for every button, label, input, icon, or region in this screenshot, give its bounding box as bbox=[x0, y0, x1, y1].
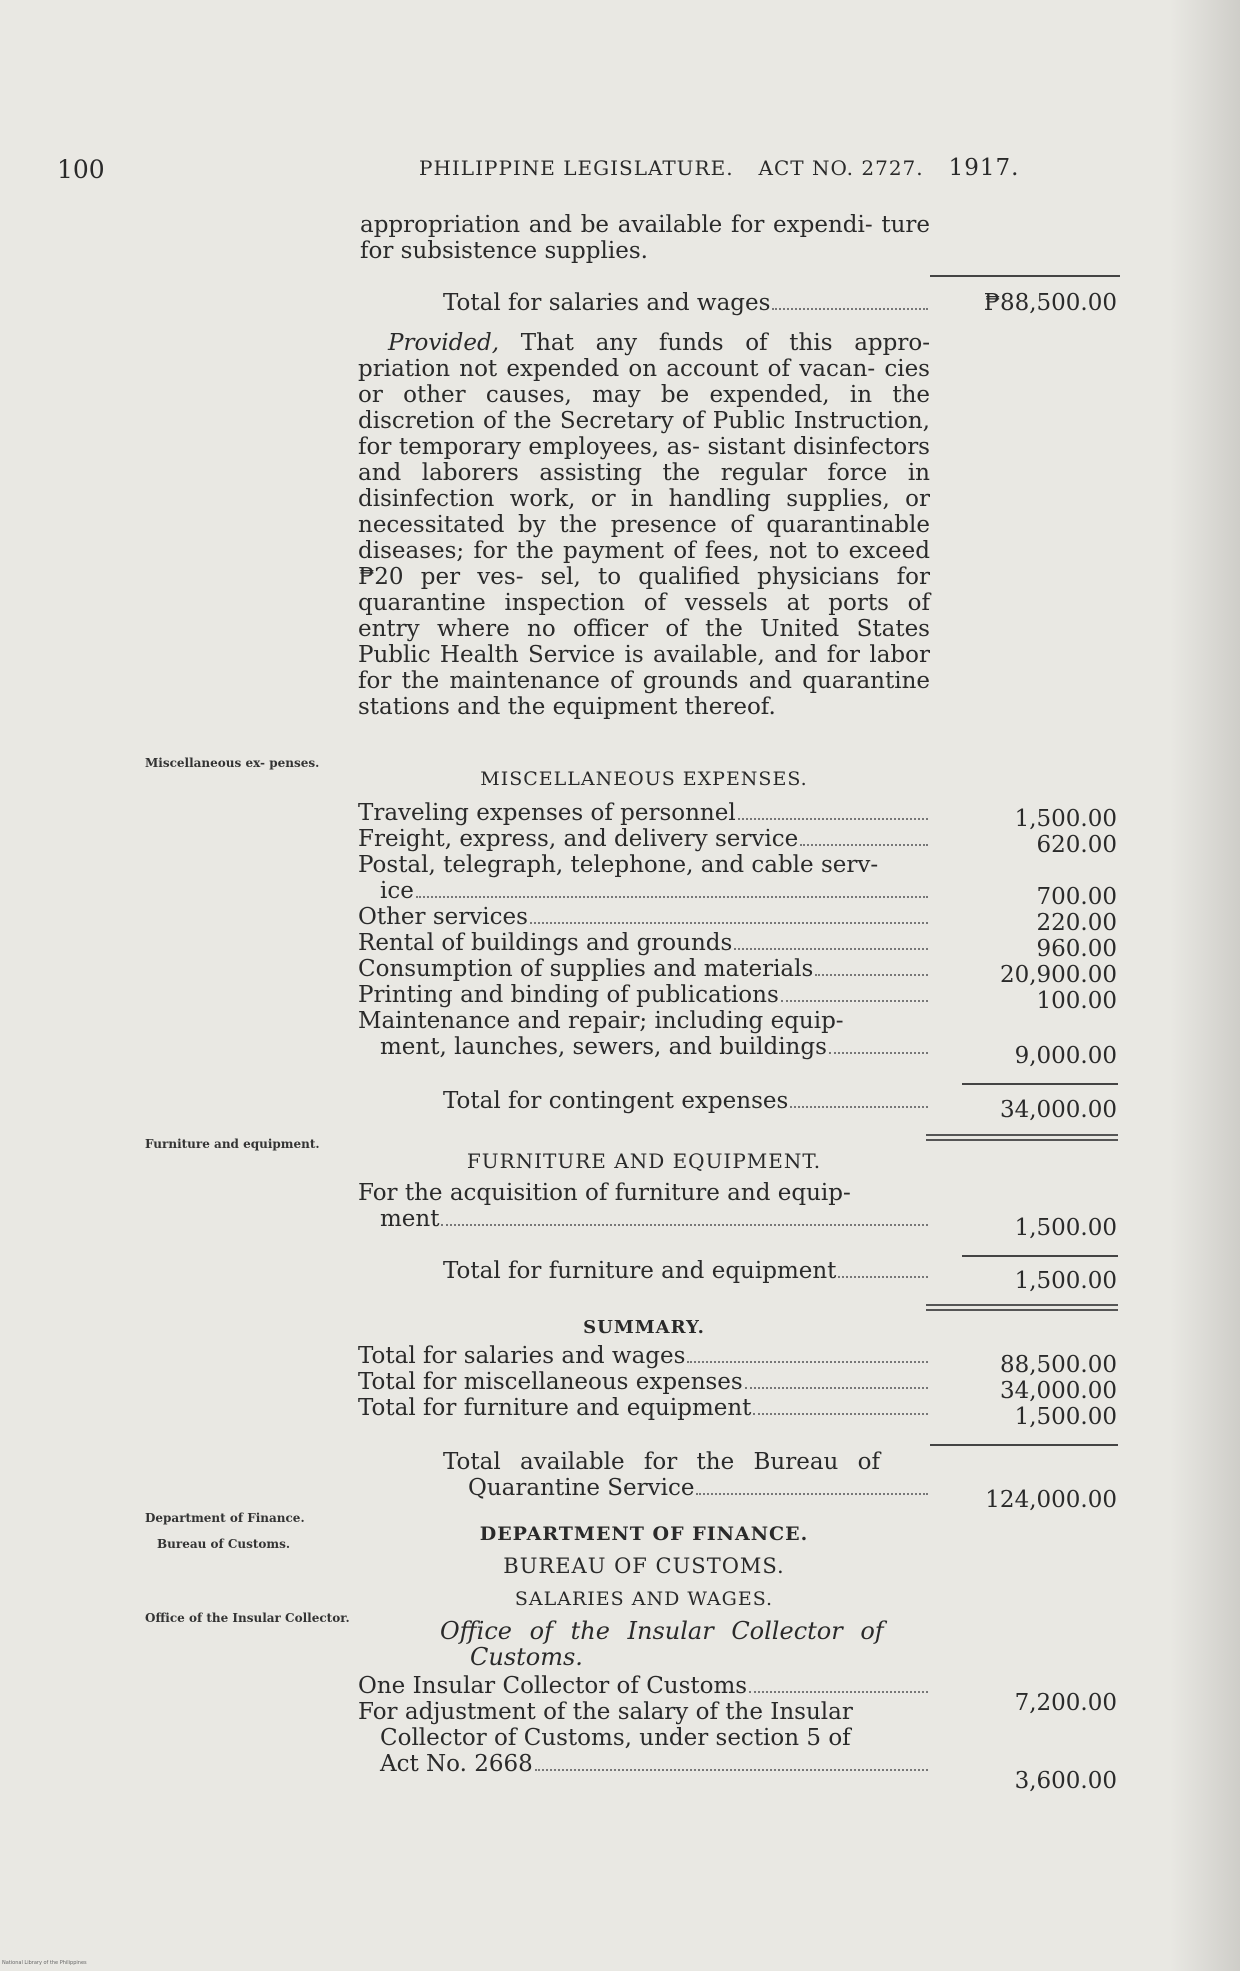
misc-total-row bbox=[443, 1088, 930, 1114]
leader-dots bbox=[772, 290, 928, 310]
misc-item-continuation bbox=[380, 1034, 930, 1060]
finance-item-amount: 3,600.00 bbox=[1014, 1768, 1117, 1794]
leader-dots bbox=[790, 1088, 928, 1108]
misc-item bbox=[358, 852, 930, 878]
page-edge-shadow bbox=[1170, 0, 1240, 1971]
misc-total-label: Total for contingent expenses bbox=[443, 1088, 789, 1114]
office-heading-continuation: Customs. bbox=[470, 1643, 583, 1671]
furniture-item-label: ment bbox=[380, 1206, 440, 1232]
leader-dots bbox=[687, 1343, 928, 1363]
leader-dots bbox=[535, 1751, 928, 1771]
leader-dots bbox=[738, 800, 928, 820]
furniture-item-continuation bbox=[380, 1206, 930, 1232]
leader-dots bbox=[753, 1395, 928, 1415]
customs-heading: BUREAU OF CUSTOMS. bbox=[503, 1554, 785, 1578]
misc-item bbox=[358, 930, 930, 956]
leader-dots bbox=[745, 1369, 928, 1389]
finance-item bbox=[358, 1699, 930, 1725]
furniture-total-row bbox=[443, 1258, 930, 1284]
header-act: ACT NO. 2727. bbox=[758, 156, 924, 180]
finance-item-label: Collector of Customs, under section 5 of bbox=[380, 1725, 851, 1751]
misc-heading: MISCELLANEOUS EXPENSES. bbox=[480, 768, 808, 790]
summary-total-continuation bbox=[468, 1475, 930, 1501]
misc-item-label: Freight, express, and delivery service bbox=[358, 826, 799, 852]
margin-note-furniture: Furniture and equipment. bbox=[145, 1137, 320, 1151]
misc-item-label: Printing and binding of publications bbox=[358, 982, 779, 1008]
misc-item-amount: 20,900.00 bbox=[999, 962, 1117, 988]
proviso-text: That any funds of this appro- priation not expended on account of vacan- cies or other causes, may be expended, in the discretion of the Secretary of Public Instruction, for temporary employees, as- sistant disinfectors and laborers assisting the regular force in disinfection work, or in handling supplies, or necessitated by the presence of quarantinable diseases; for the payment of fees, not to exceed ₱20 per ves- sel, to qualified physicians for quarantine inspection of vessels at ports of entry where no officer of the United States Public Health Service is available, and for labor for the maintenance of grounds and quarantine stations and the equipment thereof. bbox=[358, 330, 930, 720]
header-legislature: PHILIPPINE LEGISLATURE. bbox=[419, 156, 734, 180]
leader-dots bbox=[829, 1034, 928, 1054]
margin-note-finance: Department of Finance. bbox=[145, 1511, 305, 1525]
double-rule bbox=[926, 1304, 1118, 1311]
misc-item-amount: 220.00 bbox=[1036, 910, 1117, 936]
misc-item bbox=[358, 956, 930, 982]
misc-item bbox=[358, 826, 930, 852]
finance-item-continuation bbox=[380, 1751, 930, 1777]
misc-item-amount: 100.00 bbox=[1036, 988, 1117, 1014]
misc-item-label: Rental of buildings and grounds bbox=[358, 930, 733, 956]
page-number: 100 bbox=[57, 155, 105, 184]
furniture-total-amount: 1,500.00 bbox=[1014, 1268, 1117, 1294]
running-header bbox=[419, 155, 1019, 181]
summary-heading: SUMMARY. bbox=[583, 1317, 705, 1338]
leader-dots bbox=[815, 956, 928, 976]
summary-item-label: Total for miscellaneous expenses bbox=[358, 1369, 743, 1395]
summary-item-label: Total for salaries and wages bbox=[358, 1343, 686, 1369]
misc-total-amount: 34,000.00 bbox=[999, 1097, 1117, 1123]
finance-item-amount: 7,200.00 bbox=[1014, 1690, 1117, 1716]
leader-dots bbox=[441, 1206, 928, 1226]
leader-dots bbox=[781, 982, 928, 1002]
leader-dots bbox=[530, 904, 928, 924]
misc-item bbox=[358, 982, 930, 1008]
furniture-heading: FURNITURE AND EQUIPMENT. bbox=[466, 1149, 822, 1173]
leader-dots bbox=[749, 1673, 928, 1693]
header-year: 1917. bbox=[948, 155, 1020, 181]
summary-total-row bbox=[443, 1449, 930, 1475]
leader-dots bbox=[416, 878, 928, 898]
proviso-paragraph bbox=[358, 330, 930, 720]
proviso-provided: Provided, bbox=[388, 330, 500, 356]
summary-item bbox=[358, 1369, 930, 1395]
furniture-item-label: For the acquisition of furniture and equip- bbox=[358, 1180, 851, 1206]
rule-line bbox=[930, 275, 1120, 277]
footer-credit: National Library of the Philippines bbox=[2, 1960, 87, 1966]
rule-line bbox=[962, 1083, 1118, 1085]
misc-item-label: Postal, telegraph, telephone, and cable serv- bbox=[358, 852, 879, 878]
misc-item-amount: 960.00 bbox=[1036, 936, 1117, 962]
furniture-item-amount: 1,500.00 bbox=[1014, 1215, 1117, 1241]
salaries-heading: SALARIES AND WAGES. bbox=[514, 1588, 774, 1610]
furniture-item bbox=[358, 1180, 930, 1206]
double-rule bbox=[926, 1134, 1118, 1141]
salaries-total-amount: ₱88,500.00 bbox=[983, 290, 1117, 316]
summary-total-amount: 124,000.00 bbox=[985, 1487, 1117, 1513]
misc-item-label: Maintenance and repair; including equip- bbox=[358, 1008, 844, 1034]
misc-item-amount: 1,500.00 bbox=[1014, 806, 1117, 832]
rule-line bbox=[962, 1255, 1118, 1257]
summary-item-amount: 1,500.00 bbox=[1014, 1404, 1117, 1430]
misc-item bbox=[358, 1008, 930, 1034]
intro-paragraph: appropriation and be available for expendi- ture for subsistence supplies. bbox=[360, 212, 930, 264]
misc-item-amount: 9,000.00 bbox=[1014, 1043, 1117, 1069]
leader-dots bbox=[800, 826, 928, 846]
salaries-total-row bbox=[443, 290, 930, 316]
summary-item bbox=[358, 1395, 930, 1421]
margin-note-misc: Miscellaneous ex- penses. bbox=[145, 756, 320, 770]
misc-item-label: ice bbox=[380, 878, 414, 904]
finance-item-label: For adjustment of the salary of the Insular bbox=[358, 1699, 853, 1725]
misc-item-amount: 620.00 bbox=[1036, 832, 1117, 858]
salaries-total-label: Total for salaries and wages bbox=[443, 290, 771, 316]
finance-item-continuation bbox=[380, 1725, 930, 1751]
summary-total-label: Total available for the Bureau of bbox=[443, 1449, 881, 1475]
misc-item-label: Consumption of supplies and materials bbox=[358, 956, 814, 982]
margin-note-collector: Office of the Insular Collector. bbox=[145, 1611, 350, 1625]
misc-item bbox=[358, 904, 930, 930]
misc-item bbox=[358, 800, 930, 826]
finance-item-label: One Insular Collector of Customs bbox=[358, 1673, 748, 1699]
summary-total-label: Quarantine Service bbox=[468, 1475, 695, 1501]
summary-item-amount: 34,000.00 bbox=[999, 1378, 1117, 1404]
leader-dots bbox=[734, 930, 928, 950]
leader-dots bbox=[696, 1475, 928, 1495]
misc-item-amount: 700.00 bbox=[1036, 884, 1117, 910]
misc-item-continuation bbox=[380, 878, 930, 904]
misc-item-label: ment, launches, sewers, and buildings bbox=[380, 1034, 827, 1060]
summary-item bbox=[358, 1343, 930, 1369]
summary-item-amount: 88,500.00 bbox=[999, 1352, 1117, 1378]
finance-item bbox=[358, 1673, 930, 1699]
rule-line bbox=[930, 1444, 1118, 1446]
leader-dots bbox=[838, 1258, 928, 1278]
summary-item-label: Total for furniture and equipment bbox=[358, 1395, 752, 1421]
finance-item-label: Act No. 2668 bbox=[380, 1751, 533, 1777]
office-heading: Office of the Insular Collector of bbox=[440, 1617, 884, 1645]
furniture-total-label: Total for furniture and equipment bbox=[443, 1258, 837, 1284]
misc-item-label: Traveling expenses of personnel bbox=[358, 800, 736, 826]
margin-note-customs: Bureau of Customs. bbox=[157, 1537, 291, 1551]
finance-heading: DEPARTMENT OF FINANCE. bbox=[479, 1523, 809, 1545]
misc-item-label: Other services bbox=[358, 904, 528, 930]
